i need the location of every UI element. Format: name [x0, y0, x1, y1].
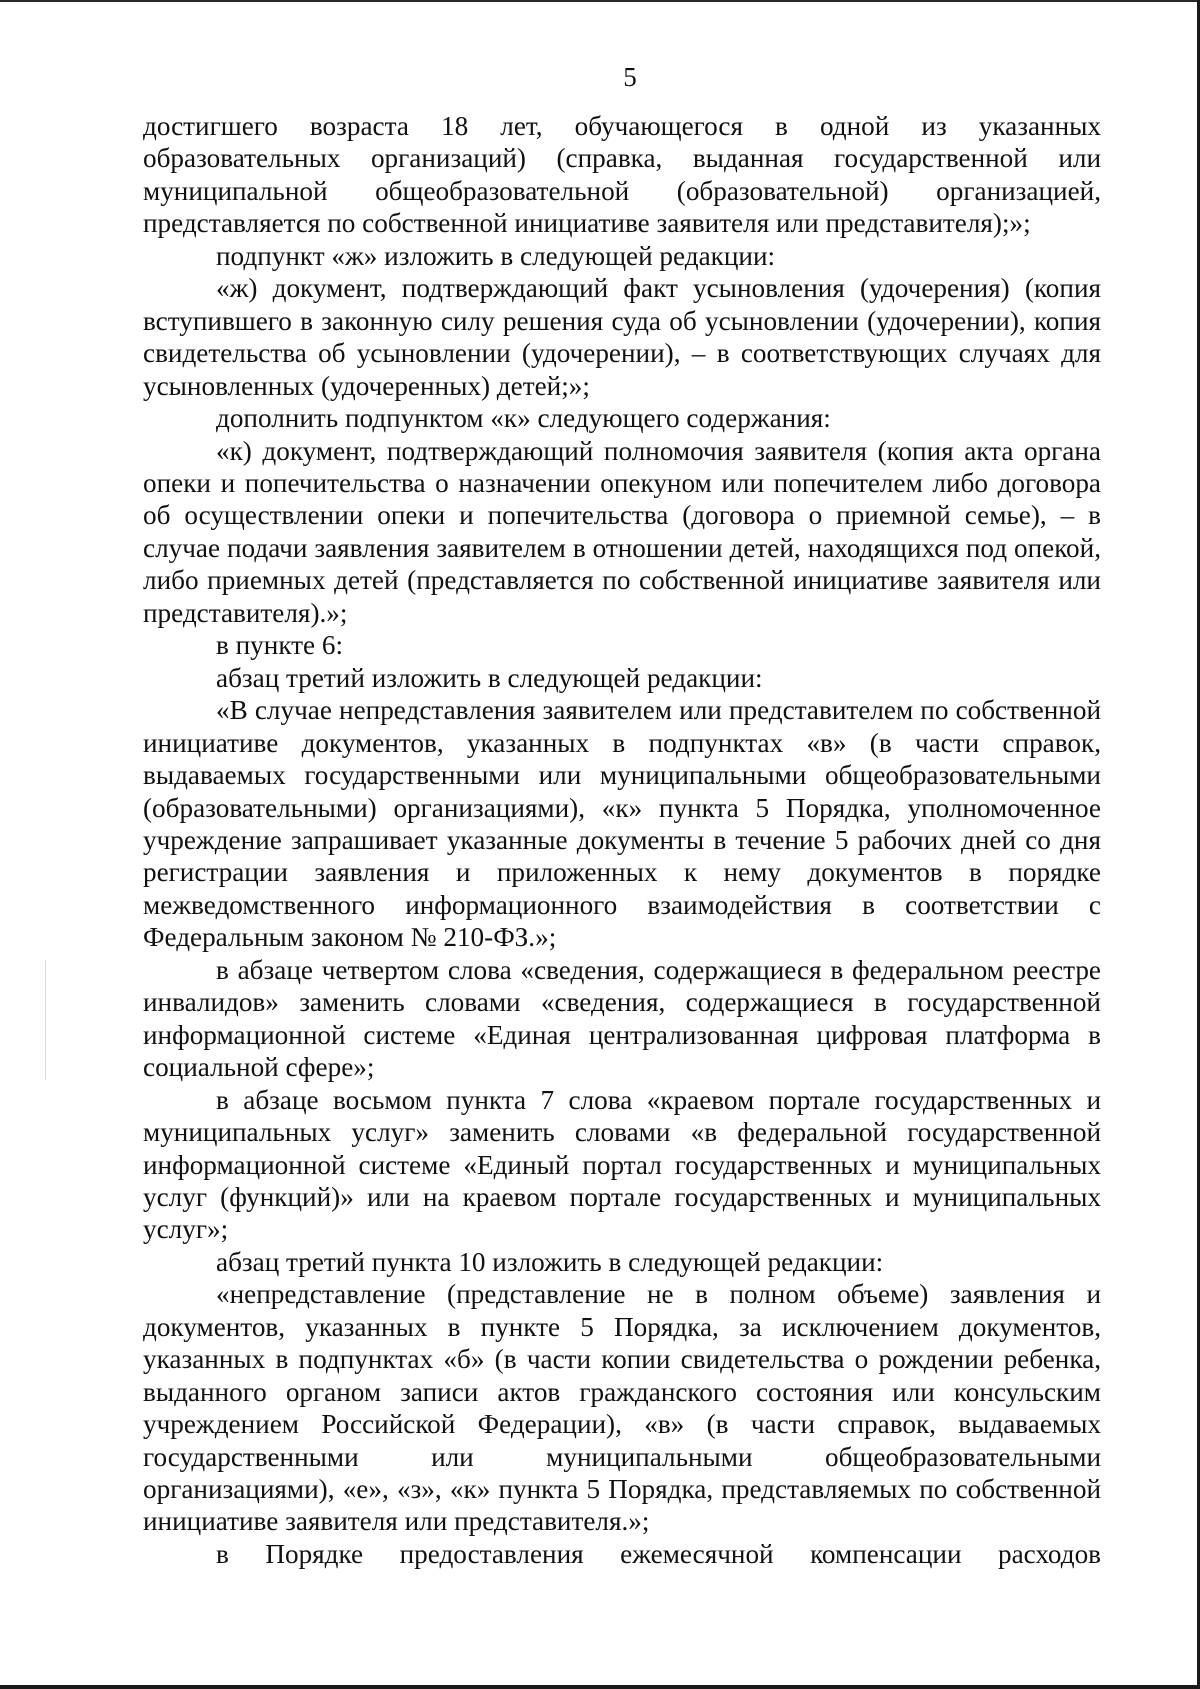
- paragraph: «В случае непредставления заявителем или представителем по собственной инициативе документов, указанных в подпунктах «в» (в части справок, выдаваемых государственными или муниципальными общеобразовательными (образовательными) организациями), «к» пункта 5 Порядка, уполномоченное учреждение запрашивает указанные документы в течение 5 рабочих дней со дня регистрации заявления и приложенных к нему документов в порядке межведомственного информационного взаимодействия в соответствии с Федеральным законом № 210-ФЗ.»;: [143, 695, 1101, 953]
- paragraph: абзац третий изложить в следующей редакции:: [216, 662, 763, 693]
- paragraph: абзац третий пункта 10 изложить в следующей редакции:: [216, 1246, 884, 1277]
- paragraph: в пункте 6:: [216, 630, 344, 661]
- paragraph: «к) документ, подтверждающий полномочия заявителя (копия акта органа опеки и попечительства о назначении опекуном или попечителем либо договора об осуществлении опеки и попечительства (договора о приемной семье), – в случае подачи заявления заявителем в отношении детей, находящихся под опекой, либо приемных детей (представляется по собственной инициативе заявителя или представителя).»;: [143, 435, 1101, 628]
- scan-edge-bottom: [0, 1685, 1200, 1689]
- paragraph: дополнить подпунктом «к» следующего содержания:: [216, 403, 831, 434]
- paragraph: подпункт «ж» изложить в следующей редакции:: [216, 240, 776, 271]
- scan-edge-top: [0, 0, 1200, 2]
- paragraph: в абзаце восьмом пункта 7 слова «краевом портале государственных и муниципальных услуг» заменить словами «в федеральной государственной информационной системе «Единый портал государственных и муниципальных услуг (функций)» или на краевом портале государственных и муниципальных услуг»;: [143, 1084, 1101, 1245]
- scan-mark: [45, 960, 46, 1080]
- paragraph: «непредставление (представление не в полном объеме) заявления и документов, указанных в пункте 5 Порядка, за исключением документов, указанных в подпунктах «б» (в части копии свидетельства о рождении ребенка, выданного органом записи актов гражданского состояния или консульским учреждением Российской Федерации), «в» (в части справок, выдаваемых государственными или муниципальными общеобразовательными организациями), «е», «з», «к» пункта 5 Порядка, представляемых по собственной инициативе заявителя или представителя.»;: [143, 1279, 1101, 1537]
- paragraph: «ж) документ, подтверждающий факт усыновления (удочерения) (копия вступившего в законную силу решения суда об усыновлении (удочерении), копия свидетельства об усыновлении (удочерении), – в соответствующих случаях для усыновленных (удочеренных) детей;»;: [143, 273, 1101, 401]
- page-number: 5: [623, 62, 637, 92]
- paragraph: в Порядке предоставления ежемесячной компенсации расходов: [216, 1538, 1101, 1569]
- paragraph: достигшего возраста 18 лет, обучающегося в одной из указанных образовательных организаций) (справка, выданная государственной или муниципальной общеобразовательной (образовательной) организацией, представляется по собственной инициативе заявителя или представителя);»;: [143, 111, 1101, 239]
- document-body: [143, 110, 1101, 1570]
- paragraph: в абзаце четвертом слова «сведения, содержащиеся в федеральном реестре инвалидов» заменить словами «сведения, содержащиеся в государственной информационной системе «Единая централизованная цифровая платформа в социальной сфере»;: [143, 954, 1101, 1083]
